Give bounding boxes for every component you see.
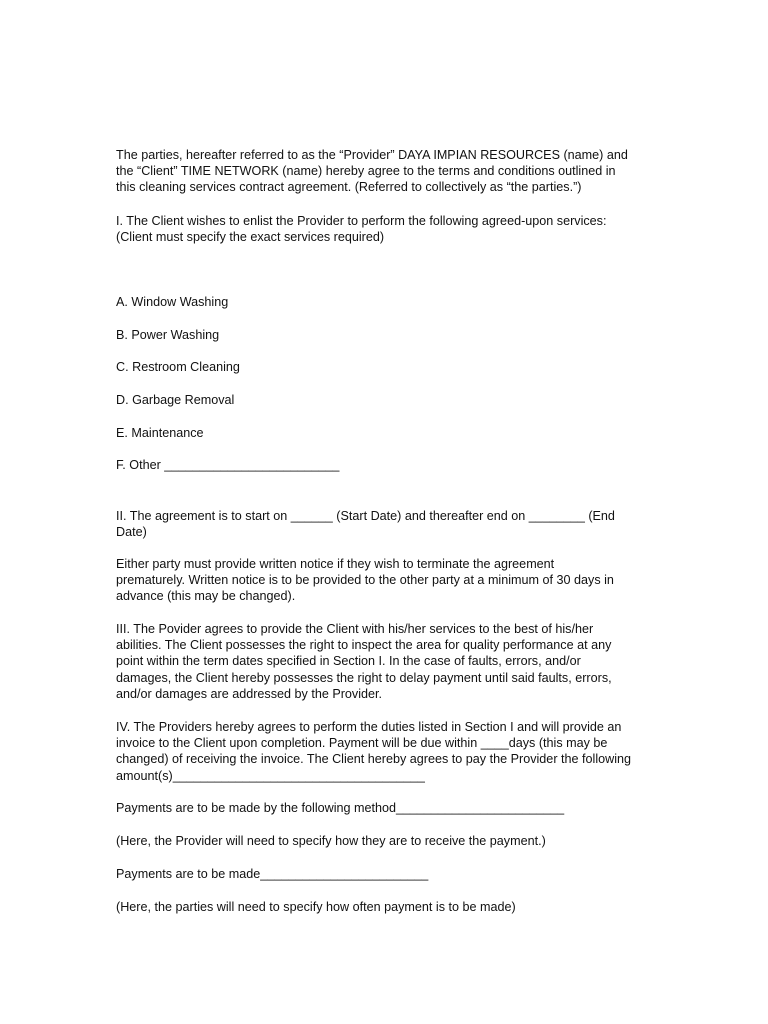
section-2-line: II. The agreement is to start on ______ (Start Date) and thereafter end on ________ (End [116, 509, 615, 523]
section-4-line: changed) of receiving the invoice. The Client hereby agrees to pay the Provider the following [116, 752, 632, 767]
section-1-line: (Client must specify the exact services required) [116, 230, 385, 245]
service-item-restroom-cleaning: C. Restroom Cleaning [116, 360, 240, 374]
intro-line: The parties, hereafter referred to as the “Provider” DAYA IMPIAN RESOURCES (name) and [116, 148, 628, 162]
section-3-paragraph [116, 621, 656, 702]
section-4-line: invoice to the Client upon completion. Payment will be due within ____days (this may be [116, 736, 608, 751]
payment-frequency-note: (Here, the parties will need to specify how often payment is to be made) [116, 900, 516, 914]
section-2-paragraph [116, 508, 656, 540]
intro-line: this cleaning services contract agreement. (Referred to collectively as “the parties.”) [116, 180, 582, 195]
intro-line: the “Client” TIME NETWORK (name) hereby agree to the terms and conditions outlined in [116, 164, 616, 179]
service-item-garbage-removal: D. Garbage Removal [116, 393, 235, 407]
service-item-power-washing: B. Power Washing [116, 328, 220, 342]
termination-line: Either party must provide written notice if they wish to terminate the agreement [116, 557, 555, 571]
section-3-line: and/or damages are addressed by the Provider. [116, 686, 383, 701]
section-3-line: III. The Povider agrees to provide the Client with his/her services to the best of his/her [116, 622, 594, 636]
section-3-line: abilities. The Client possesses the right to inspect the area for quality performance at any [116, 638, 612, 653]
intro-paragraph [116, 147, 656, 196]
service-item-window-washing: A. Window Washing [116, 295, 229, 309]
termination-paragraph [116, 556, 656, 605]
payment-method-note: (Here, the Provider will need to specify how they are to receive the payment.) [116, 834, 546, 848]
section-3-line: point within the term dates specified in Section I. In the case of faults, errors, and/or [116, 654, 581, 669]
payment-frequency-line: Payments are to be made________________________ [116, 867, 429, 881]
section-1-line: I. The Client wishes to enlist the Provider to perform the following agreed-upon services: [116, 214, 607, 228]
section-4-line: IV. The Providers hereby agrees to perform the duties listed in Section I and will provide an [116, 720, 622, 734]
termination-line: advance (this may be changed). [116, 589, 296, 604]
termination-line: prematurely. Written notice is to be provided to the other party at a minimum of 30 days in [116, 573, 614, 588]
service-item-maintenance: E. Maintenance [116, 426, 204, 440]
section-3-line: damages, the Client hereby possesses the right to delay payment until said faults, errors, [116, 670, 612, 685]
section-4-line: amount(s)____________________________________ [116, 768, 425, 783]
section-2-line: Date) [116, 525, 147, 540]
service-item-other: F. Other _________________________ [116, 458, 340, 472]
section-1-paragraph [116, 213, 656, 245]
section-4-paragraph [116, 719, 656, 784]
payment-method-line: Payments are to be made by the following method________________________ [116, 801, 565, 815]
